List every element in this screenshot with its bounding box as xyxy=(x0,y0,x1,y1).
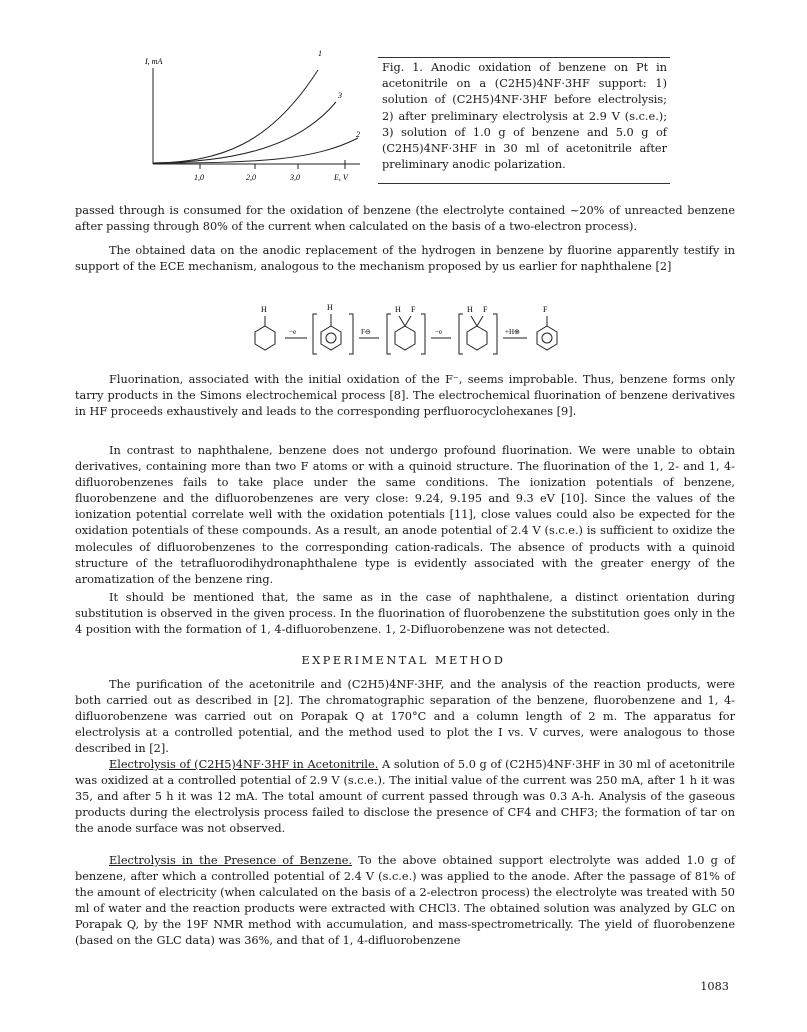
paragraph-7 xyxy=(75,757,735,837)
scheme-minus-e-2: −e xyxy=(435,328,443,336)
paragraph-1: passed through is consumed for the oxidation of benzene (the electrolyte contained ~20% of unreacted benzene after passing through 80% of the current when calculated on the basis of a two-electron process). xyxy=(75,204,735,234)
scheme-f-1: F xyxy=(411,305,416,314)
x-tick-1: 1,0 xyxy=(194,173,204,182)
scheme-minus-e-1: −e xyxy=(289,328,297,336)
curve-label-1: 1 xyxy=(318,50,322,58)
scheme-plus-h: +H⊕ xyxy=(505,328,520,336)
paragraph-4: In contrast to naphthalene, benzene does not undergo profound fluorination. We were unable to obtain derivatives, containing more than two F atoms or with a quinoid structure. The fluorination of the 1, 2- and 1, 4-difluorobenzenes fails to take place under the same conditions. The ionization potentials of benzene, fluorobenzene and the difluorobenzenes are very close: 9.24, 9.195 and 9.3 eV [10]. Since the values of the ionization potential correlate well with the oxidation potentials [11], close values could also be expected for the oxidation potentials of these compounds. As a result, an anode potential of 2.4 V (s.c.e.) is sufficient to oxidize the molecules of difluorobenzenes to the corresponding cation-radicals. The absence of products with a quinoid structure of the tetrafluorodihydronaphthalene type is evidently associated with the greater energy of the aromatization of the benzene ring. xyxy=(75,444,735,586)
caption-bottom-rule xyxy=(378,183,670,184)
curve-label-2: 2 xyxy=(356,130,360,139)
paragraph-7-body: A solution of 5.0 g of (C2H5)4NF·3HF in 30 ml of acetonitrile was oxidized at a controlled potential of 2.9 V (s.c.e.). The initial value of the current was 250 mA, after 1 h it was 35, and after 5 h it was 12 mA. The total amount of current passed through was 0.3 A-h. Analysis of the gaseous products during the electrolysis process failed to disclose the presence of CF4 and CHF3; the formation of tar on the anode surface was not observed. xyxy=(75,758,735,836)
x-axis-label: E, V xyxy=(334,173,348,182)
caption-top-rule xyxy=(378,57,670,58)
paragraph-6: The purification of the acetonitrile and (C2H5)4NF·3HF, and the analysis of the reaction products, were both carried out as described in [2]. The chromatographic separation of the benzene, fluorobenzene and 1, 4-difluorobenzene was carried out on Porapak Q at 170°C and a column length of 2 m. The apparatus for electrolysis at a controlled potential, and the method used to plot the I vs. V curves, were analogous to those described in [2]. xyxy=(75,678,735,756)
paragraph-5: It should be mentioned that, the same as in the case of naphthalene, a distinct orientation during substitution is observed in the given process. In the fluorination of fluorobenzene the substitution goes only in the 4 position with the formation of 1, 4-difluorobenzene. 1, 2-Difluorobenzene was not detected. xyxy=(75,591,735,637)
scheme-h-3: H xyxy=(395,305,401,314)
paragraph-2: The obtained data on the anodic replacement of the hydrogen in benzene by fluorine apparently testify in support of the ECE mechanism, analogous to the mechanism proposed by us earlier for naphthalene [2] xyxy=(75,244,735,274)
paragraph-8-title: Electrolysis in the Presence of Benzene. xyxy=(109,854,353,867)
curve-label-3: 3 xyxy=(338,91,342,100)
scheme-f-2: F xyxy=(483,305,488,314)
paragraph-3: Fluorination, associated with the initial oxidation of the F⁻, seems improbable. Thus, benzene forms only tarry products in the Simons electrochemical process [8]. The electrochemical fluorination of benzene derivatives in HF proceeds exhaustively and leads to the corresponding perfluorocyclohexanes [9]. xyxy=(75,373,735,419)
x-tick-3: 3,0 xyxy=(290,173,300,182)
paragraph-8 xyxy=(75,853,735,950)
paragraph-7-title: Electrolysis of (C2H5)4NF·3HF in Acetonitrile. xyxy=(109,758,379,771)
figure-1-iv-curves xyxy=(140,50,370,200)
y-axis-label: I, mA xyxy=(145,57,163,66)
curve-1 xyxy=(153,70,318,163)
reaction-scheme xyxy=(245,296,575,364)
scheme-h-2: H xyxy=(327,303,333,312)
scheme-h-4: H xyxy=(467,305,473,314)
page-number: 1083 xyxy=(700,980,729,993)
scheme-h-1: H xyxy=(261,305,267,314)
scheme-f-3: F xyxy=(543,305,548,314)
scheme-f-minus: F⊖ xyxy=(361,328,371,336)
x-tick-2: 2,0 xyxy=(246,173,256,182)
section-heading: EXPERIMENTAL METHOD xyxy=(301,654,506,667)
paragraph-8-body: To the above obtained support electrolyte was added 1.0 g of benzene, after which a controlled potential of 2.4 V (s.c.e.) was applied to the anode. After the passage of 81% of the amount of electricity (when calculated on the basis of a 2-electron process) the electrolyte was treated with 50 ml of water and the reaction products were extracted with CHCl3. The obtained solution was analyzed by GLC on Porapak Q, by the 19F NMR method with accumulation, and mass-spectrometrically. The yield of fluorobenzene (based on the GLC data) was 36%, and that of 1, 4-difluorobenzene xyxy=(75,854,735,948)
figure-caption: Fig. 1. Anodic oxidation of benzene on Pt in acetonitrile on a (C2H5)4NF·3HF support: 1) solution of (C2H5)4NF·3HF before electrolysis; 2) after preliminary electrolysis at 2.9 V (s.c.e.); 3) solution of 1.0 g of benzene and 5.0 g of (C2H5)4NF·3HF in 30 ml of acetonitrile after preliminary anodic polarization. xyxy=(382,61,667,172)
